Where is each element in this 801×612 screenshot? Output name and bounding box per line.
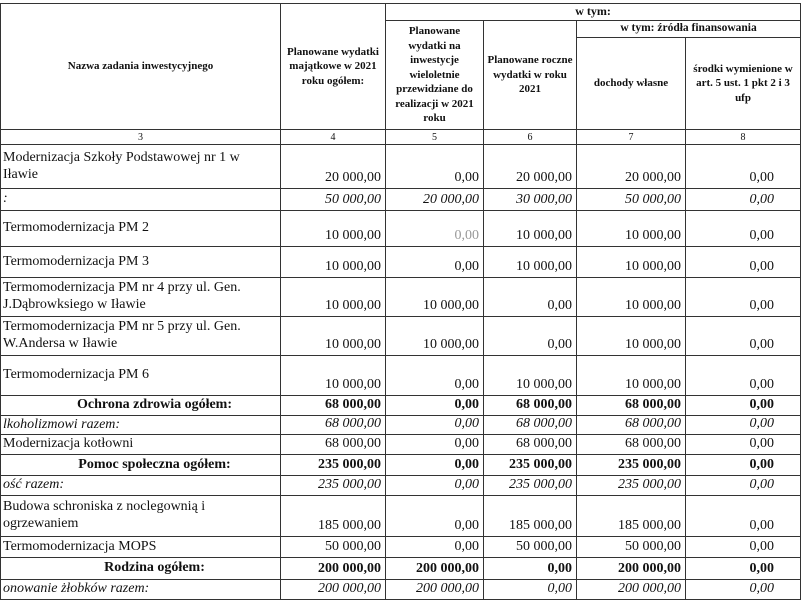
row-annual: 10 000,00 — [484, 211, 577, 247]
row-own-income: 68 000,00 — [577, 396, 686, 416]
row-total: 235 000,00 — [281, 455, 386, 476]
row-task-name: Modernizacja kotłowni — [1, 435, 281, 455]
row-task-name: : — [1, 189, 281, 211]
row-task-name: lkoholizmowi razem: — [1, 416, 281, 435]
row-annual: 68 000,00 — [484, 435, 577, 455]
row-own-income: 10 000,00 — [577, 247, 686, 278]
row-funds: 0,00 — [686, 435, 801, 455]
row-funds: 0,00 — [686, 247, 801, 278]
row-total: 185 000,00 — [281, 496, 386, 537]
row-task-name: Ochrona zdrowia ogółem: — [1, 396, 281, 416]
row-multiyear: 0,00 — [386, 496, 484, 537]
table-row — [1, 416, 801, 435]
row-multiyear: 0,00 — [386, 455, 484, 476]
row-multiyear: 0,00 — [386, 356, 484, 396]
row-funds: 0,00 — [686, 476, 801, 496]
row-annual: 20 000,00 — [484, 145, 577, 189]
column-number: 4 — [281, 130, 386, 145]
row-own-income: 10 000,00 — [577, 317, 686, 356]
table-row — [1, 455, 801, 476]
row-own-income: 10 000,00 — [577, 356, 686, 396]
row-funds: 0,00 — [686, 558, 801, 580]
column-number: 5 — [386, 130, 484, 145]
row-annual: 50 000,00 — [484, 537, 577, 558]
row-own-income: 68 000,00 — [577, 435, 686, 455]
row-total: 68 000,00 — [281, 416, 386, 435]
table-row — [1, 247, 801, 278]
row-own-income: 20 000,00 — [577, 145, 686, 189]
row-total: 68 000,00 — [281, 396, 386, 416]
row-multiyear: 0,00 — [386, 476, 484, 496]
row-own-income: 235 000,00 — [577, 476, 686, 496]
row-own-income: 50 000,00 — [577, 189, 686, 211]
row-annual: 0,00 — [484, 278, 577, 317]
table-row — [1, 558, 801, 580]
row-own-income: 10 000,00 — [577, 278, 686, 317]
row-annual: 10 000,00 — [484, 247, 577, 278]
table-row — [1, 278, 801, 317]
row-funds: 0,00 — [686, 211, 801, 247]
row-total: 10 000,00 — [281, 356, 386, 396]
row-task-name: Termomodernizacja PM nr 4 przy ul. Gen. J.Dąbrowksiego w Iławie — [1, 278, 281, 317]
row-total: 20 000,00 — [281, 145, 386, 189]
row-own-income: 185 000,00 — [577, 496, 686, 537]
column-number: 7 — [577, 130, 686, 145]
row-funds: 0,00 — [686, 416, 801, 435]
investment-expenditure-table — [0, 3, 801, 600]
row-total: 200 000,00 — [281, 580, 386, 600]
row-total: 200 000,00 — [281, 558, 386, 580]
row-funds: 0,00 — [686, 455, 801, 476]
row-own-income: 200 000,00 — [577, 580, 686, 600]
row-multiyear: 0,00 — [386, 247, 484, 278]
row-multiyear: 200 000,00 — [386, 558, 484, 580]
row-multiyear: 0,00 — [386, 211, 484, 247]
table-row — [1, 356, 801, 396]
row-task-name: Termomodernizacja PM 6 — [1, 356, 281, 396]
row-annual: 0,00 — [484, 580, 577, 600]
row-total: 68 000,00 — [281, 435, 386, 455]
row-funds: 0,00 — [686, 317, 801, 356]
row-funds: 0,00 — [686, 278, 801, 317]
header-funds-art5: środki wymienione w art. 5 ust. 1 pkt 2 i 3 ufp — [686, 38, 801, 130]
row-annual: 0,00 — [484, 317, 577, 356]
row-funds: 0,00 — [686, 537, 801, 558]
row-task-name: Termomodernizacja PM nr 5 przy ul. Gen. W.Andersa w Iławie — [1, 317, 281, 356]
header-own-income: dochody własne — [577, 38, 686, 130]
column-number: 8 — [686, 130, 801, 145]
row-funds: 0,00 — [686, 145, 801, 189]
row-multiyear: 0,00 — [386, 396, 484, 416]
row-multiyear: 0,00 — [386, 537, 484, 558]
table-row — [1, 476, 801, 496]
header-multiyear: Planowane wydatki na inwestycje wieloletnie przewidziane do realizacji w 2021 roku — [386, 21, 484, 130]
table-row — [1, 189, 801, 211]
row-total: 10 000,00 — [281, 317, 386, 356]
row-task-name: Pomoc społeczna ogółem: — [1, 455, 281, 476]
table-row — [1, 496, 801, 537]
row-total: 50 000,00 — [281, 537, 386, 558]
row-annual: 10 000,00 — [484, 356, 577, 396]
row-annual: 185 000,00 — [484, 496, 577, 537]
row-task-name: Modernizacja Szkoły Podstawowej nr 1 w Iławie — [1, 145, 281, 189]
row-annual: 235 000,00 — [484, 455, 577, 476]
row-annual: 68 000,00 — [484, 396, 577, 416]
row-funds: 0,00 — [686, 396, 801, 416]
row-task-name: Termomodernizacja PM 3 — [1, 247, 281, 278]
row-task-name: Budowa schroniska z noclegownią i ogrzewaniem — [1, 496, 281, 537]
row-total: 50 000,00 — [281, 189, 386, 211]
row-own-income: 50 000,00 — [577, 537, 686, 558]
table-row — [1, 537, 801, 558]
row-own-income: 68 000,00 — [577, 416, 686, 435]
row-task-name: onowanie żłobków razem: — [1, 580, 281, 600]
header-funding-sources: w tym: źródła finansowania — [577, 21, 801, 38]
row-annual: 235 000,00 — [484, 476, 577, 496]
table-row — [1, 435, 801, 455]
row-multiyear: 10 000,00 — [386, 317, 484, 356]
row-multiyear: 0,00 — [386, 435, 484, 455]
table-row — [1, 396, 801, 416]
row-multiyear: 0,00 — [386, 145, 484, 189]
row-total: 10 000,00 — [281, 211, 386, 247]
row-funds: 0,00 — [686, 356, 801, 396]
row-annual: 30 000,00 — [484, 189, 577, 211]
row-task-name: Rodzina ogółem: — [1, 558, 281, 580]
row-own-income: 10 000,00 — [577, 211, 686, 247]
header-w-tym: w tym: — [386, 4, 801, 21]
row-funds: 0,00 — [686, 580, 801, 600]
row-multiyear: 200 000,00 — [386, 580, 484, 600]
row-funds: 0,00 — [686, 496, 801, 537]
row-total: 10 000,00 — [281, 278, 386, 317]
row-own-income: 235 000,00 — [577, 455, 686, 476]
row-multiyear: 0,00 — [386, 416, 484, 435]
row-task-name: Termomodernizacja MOPS — [1, 537, 281, 558]
row-funds: 0,00 — [686, 189, 801, 211]
row-task-name: Termomodernizacja PM 2 — [1, 211, 281, 247]
header-task-name: Nazwa zadania inwestycyjnego — [1, 4, 281, 130]
table-row — [1, 211, 801, 247]
column-number: 6 — [484, 130, 577, 145]
row-annual: 68 000,00 — [484, 416, 577, 435]
column-number: 3 — [1, 130, 281, 145]
row-task-name: ość razem: — [1, 476, 281, 496]
header-total-planned: Planowane wydatki majątkowe w 2021 roku ogółem: — [281, 4, 386, 130]
table-row — [1, 317, 801, 356]
row-total: 10 000,00 — [281, 247, 386, 278]
row-multiyear: 20 000,00 — [386, 189, 484, 211]
row-multiyear: 10 000,00 — [386, 278, 484, 317]
row-own-income: 200 000,00 — [577, 558, 686, 580]
row-total: 235 000,00 — [281, 476, 386, 496]
table-row — [1, 145, 801, 189]
header-annual: Planowane roczne wydatki w roku 2021 — [484, 21, 577, 130]
table-row — [1, 580, 801, 600]
row-annual: 0,00 — [484, 558, 577, 580]
